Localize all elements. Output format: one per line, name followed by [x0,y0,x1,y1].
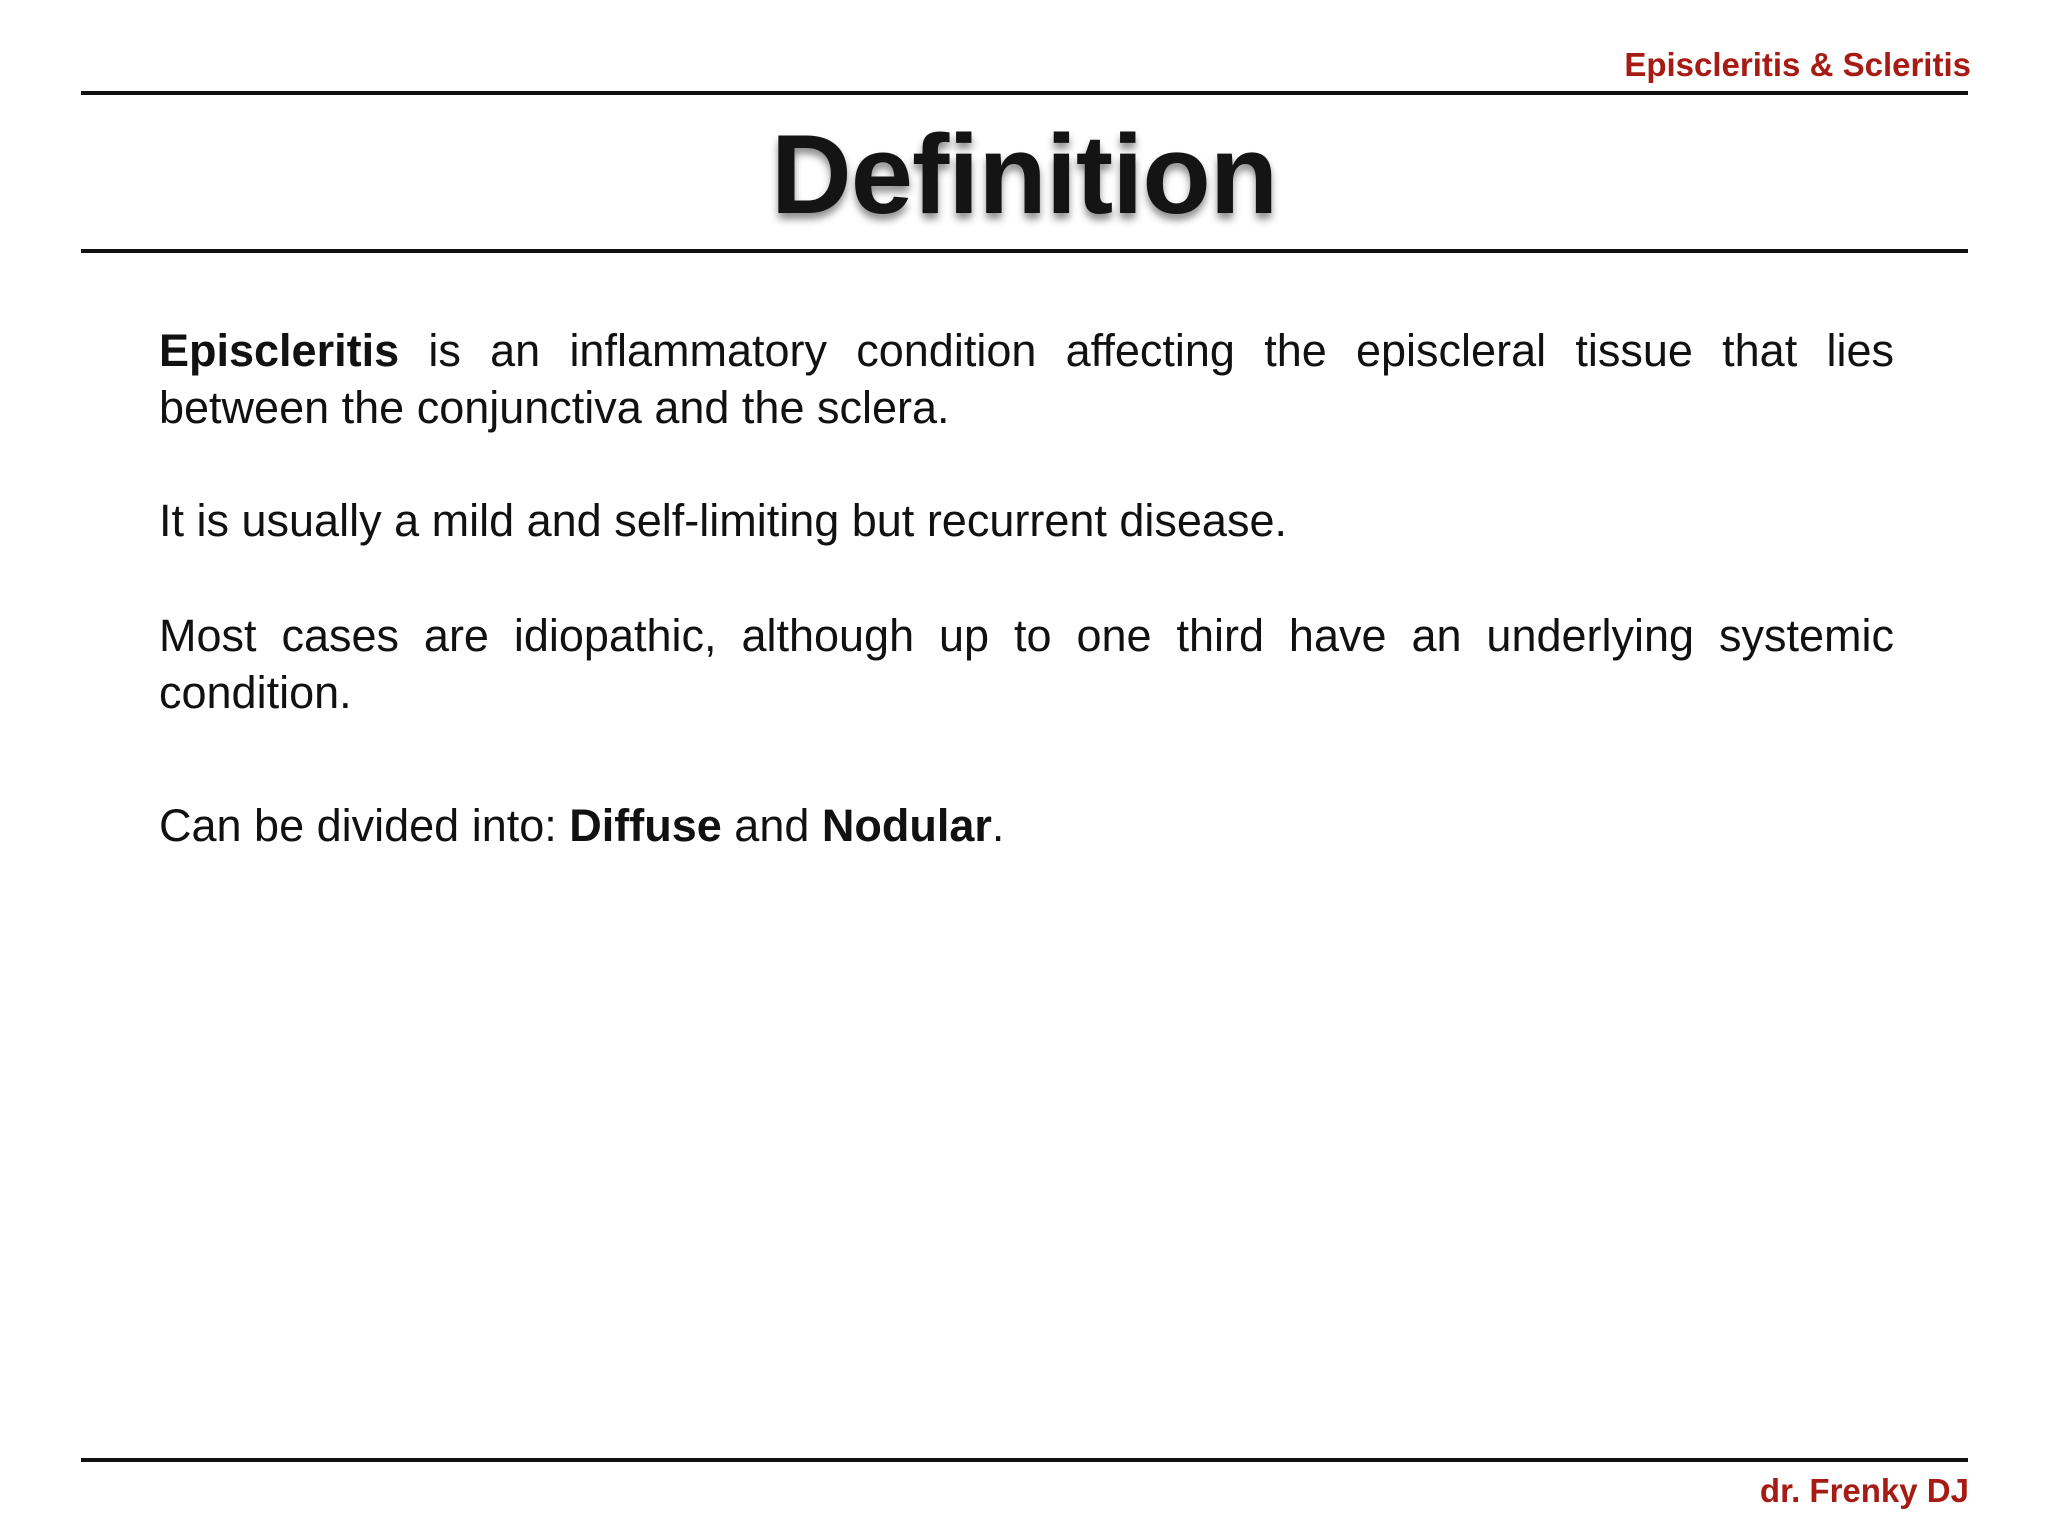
title-divider [81,249,1968,253]
slide-title: Definition [770,112,1278,237]
slide-body [159,322,1894,854]
author-label: dr. Frenky DJ [1759,1472,1969,1509]
type-diffuse: Diffuse [569,800,722,851]
definition-text: is an inflammatory condition affecting the episcleral tissue that lies between the conjunctiva and the sclera. [159,325,1894,433]
definition-paragraph [159,322,1894,436]
classification-conjunction: and [721,800,822,851]
type-nodular: Nodular [821,800,992,851]
etiology-paragraph [159,607,1894,721]
term-episcleritis: Episcleritis [159,325,400,376]
topic-label: Episcleritis & Scleritis [1624,46,1971,83]
etiology-text: Most cases are idiopathic, although up to one third have an underlying systemic condition. [159,610,1894,718]
classification-end: . [991,800,1005,851]
course-text: It is usually a mild and self-limiting but recurrent disease. [159,495,1287,546]
course-paragraph [159,492,1894,549]
top-divider [81,91,1968,95]
classification-lead: Can be divided into: [159,800,570,851]
footer-divider [81,1458,1968,1462]
classification-paragraph [159,797,1894,854]
